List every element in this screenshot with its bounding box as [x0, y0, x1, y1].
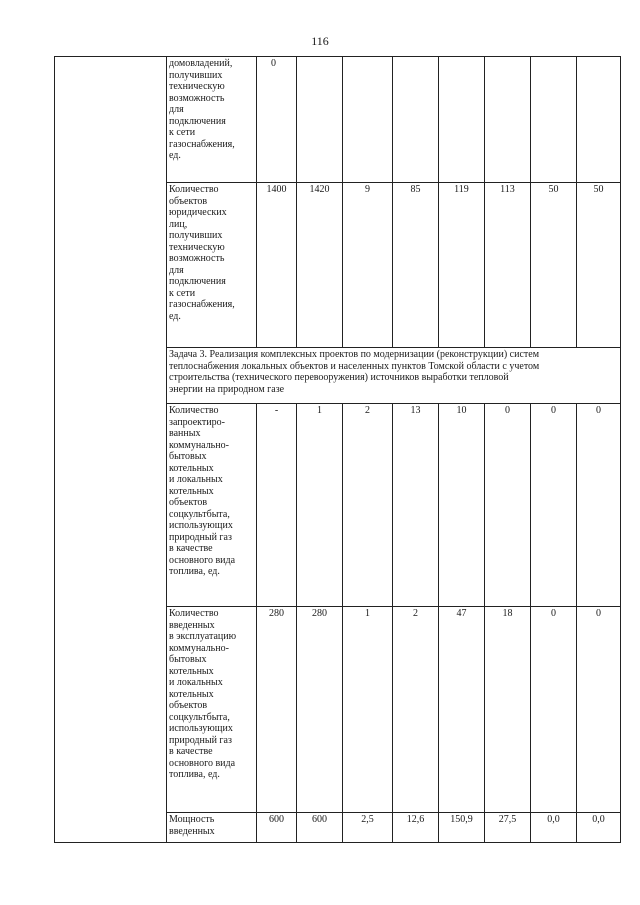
value-cell: 0 [531, 404, 577, 607]
value-cell: 600 [297, 813, 343, 843]
value-cell: 113 [485, 183, 531, 348]
value-cell: 85 [393, 183, 439, 348]
value-cell: 1400 [257, 183, 297, 348]
value-cell [531, 57, 577, 183]
table-row [55, 57, 621, 183]
indicator-name: Количество введенных в эксплуатацию коммунально- бытовых котельных и локальных котельных объектов соцкультбыта, использующих природный газ в качестве основного вида топлива, ед. [167, 607, 257, 813]
value-cell: 0 [577, 404, 621, 607]
value-cell: 2 [343, 404, 393, 607]
value-cell: 600 [257, 813, 297, 843]
value-cell: 0,0 [531, 813, 577, 843]
value-cell: 1420 [297, 183, 343, 348]
value-cell: 280 [257, 607, 297, 813]
value-cell: 0 [531, 607, 577, 813]
value-cell: 13 [393, 404, 439, 607]
value-cell [297, 57, 343, 183]
value-cell: 27,5 [485, 813, 531, 843]
value-cell: 12,6 [393, 813, 439, 843]
value-cell [485, 57, 531, 183]
indicator-name: Мощность введенных [167, 813, 257, 843]
value-cell: 18 [485, 607, 531, 813]
empty-column-cell [55, 57, 167, 843]
value-cell: 10 [439, 404, 485, 607]
value-cell: 50 [531, 183, 577, 348]
value-cell: 50 [577, 183, 621, 348]
value-cell: 47 [439, 607, 485, 813]
task-heading: Задача 3. Реализация комплексных проектов по модернизации (реконструкции) систем теплоснабжения локальных объектов и населенных пунктов Томской области с учетом строительства (технического перевооружения) источников выработки тепловой энергии на природном газе [167, 348, 621, 404]
value-cell: 9 [343, 183, 393, 348]
indicator-name: Количество запроектиро- ванных коммунально- бытовых котельных и локальных котельных объектов соцкультбыта, использующих природный газ в качестве основного вида топлива, ед. [167, 404, 257, 607]
value-cell: 0 [485, 404, 531, 607]
value-cell: 0 [257, 57, 297, 183]
value-cell: 1 [343, 607, 393, 813]
value-cell: 150,9 [439, 813, 485, 843]
value-cell: 280 [297, 607, 343, 813]
value-cell: 119 [439, 183, 485, 348]
page-number: 116 [311, 34, 329, 48]
indicator-name: Количество объектов юридических лиц, получивших техническую возможность для подключения к сети газоснабжения, ед. [167, 183, 257, 348]
value-cell [439, 57, 485, 183]
value-cell: - [257, 404, 297, 607]
value-cell [577, 57, 621, 183]
value-cell: 1 [297, 404, 343, 607]
value-cell [393, 57, 439, 183]
value-cell: 2 [393, 607, 439, 813]
indicators-table [54, 56, 621, 843]
value-cell: 0,0 [577, 813, 621, 843]
value-cell: 2,5 [343, 813, 393, 843]
value-cell [343, 57, 393, 183]
value-cell: 0 [577, 607, 621, 813]
indicator-name: домовладений, получивших техническую возможность для подключения к сети газоснабжения, ед. [167, 57, 257, 183]
